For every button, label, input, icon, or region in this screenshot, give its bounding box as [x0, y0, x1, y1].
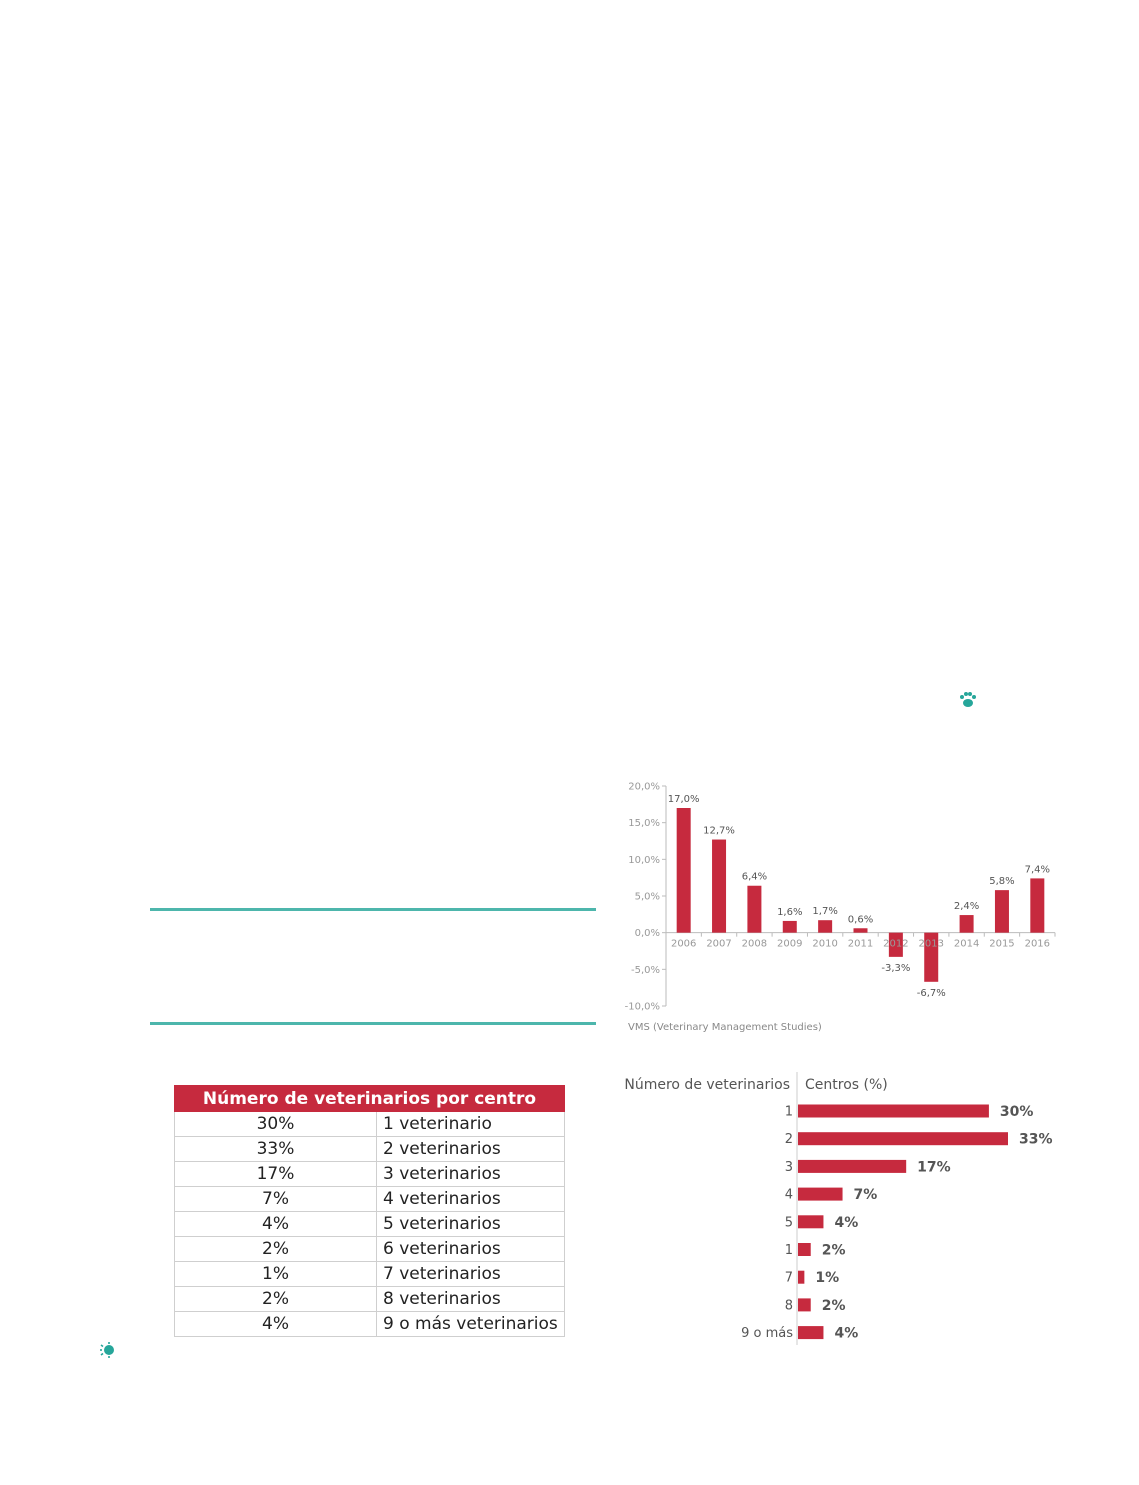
hbar-category: 9 o más	[741, 1326, 793, 1342]
divider-top	[150, 908, 596, 911]
hbar-data-label: 1%	[815, 1270, 840, 1287]
data-label: -6,7%	[916, 987, 946, 999]
data-label: 0,6%	[847, 914, 874, 926]
x-tick-label: 2007	[706, 938, 732, 950]
row-percent: 7%	[175, 1187, 377, 1212]
hbar-bar	[798, 1132, 1008, 1145]
hbar-category: 5	[784, 1215, 793, 1231]
bar-2008	[747, 886, 761, 933]
x-tick-label: 2006	[670, 938, 697, 950]
bar-2009	[783, 921, 797, 933]
hbar-category: 2	[784, 1132, 793, 1148]
y-tick-label: 10,0%	[628, 854, 660, 866]
lightbulb-icon	[98, 1341, 116, 1359]
row-label: 1 veterinario	[377, 1112, 565, 1137]
bar-2010	[818, 920, 832, 932]
hbar-data-label: 4%	[834, 1214, 859, 1231]
row-label: 2 veterinarios	[377, 1137, 565, 1162]
y-tick-label: 20,0%	[628, 781, 660, 793]
vets-per-center-table	[174, 1085, 565, 1337]
chart-source: VMS (Veterinary Management Studies)	[628, 1022, 822, 1033]
x-tick-label: 2012	[883, 938, 909, 950]
row-percent: 2%	[175, 1237, 377, 1262]
bar-2006	[677, 808, 691, 933]
hbar-bar	[798, 1298, 811, 1311]
y-tick-label: 0,0%	[634, 928, 660, 940]
divider-bottom	[150, 1022, 596, 1025]
y-tick-label: 15,0%	[628, 818, 660, 830]
hbar-category: 1	[784, 1104, 793, 1120]
col-header-centers: Centros (%)	[805, 1077, 888, 1093]
data-label: 5,8%	[989, 876, 1015, 888]
table-row	[175, 1112, 565, 1137]
bar-2011	[854, 928, 868, 932]
table-row	[175, 1162, 565, 1187]
data-label: 7,4%	[1024, 864, 1051, 876]
data-label: 6,4%	[741, 871, 768, 883]
row-percent: 17%	[175, 1162, 377, 1187]
hbar-bar	[798, 1326, 823, 1339]
table-row	[175, 1137, 565, 1162]
row-percent: 30%	[175, 1112, 377, 1137]
bar-2014	[960, 915, 974, 933]
row-label: 3 veterinarios	[377, 1162, 565, 1187]
row-label: 8 veterinarios	[377, 1287, 565, 1312]
table-row	[175, 1187, 565, 1212]
hbar-category: 4	[784, 1187, 793, 1203]
row-label: 7 veterinarios	[377, 1262, 565, 1287]
bar-2007	[712, 840, 726, 933]
growth-bar-chart	[600, 770, 1070, 1040]
x-tick-label: 2014	[953, 938, 980, 950]
hbar-bar	[798, 1160, 906, 1173]
hbar-bar	[798, 1188, 843, 1201]
x-tick-label: 2011	[847, 938, 874, 950]
hbar-data-label: 33%	[1019, 1131, 1053, 1148]
row-percent: 2%	[175, 1287, 377, 1312]
x-tick-label: 2015	[989, 938, 1015, 950]
hbar-bar	[798, 1271, 804, 1284]
hbar-data-label: 4%	[834, 1325, 859, 1342]
bar-2015	[995, 890, 1009, 933]
hbar-data-label: 7%	[853, 1187, 878, 1204]
bar-2016	[1030, 878, 1044, 932]
y-tick-label: -10,0%	[624, 1001, 660, 1013]
x-tick-label: 2009	[777, 938, 803, 950]
y-tick-label: 5,0%	[634, 891, 660, 903]
table-row	[175, 1212, 565, 1237]
row-label: 5 veterinarios	[377, 1212, 565, 1237]
data-label: 12,7%	[703, 825, 735, 837]
row-percent: 33%	[175, 1137, 377, 1162]
row-percent: 1%	[175, 1262, 377, 1287]
x-tick-label: 2010	[812, 938, 838, 950]
table-row	[175, 1237, 565, 1262]
hbar-category: 1	[784, 1243, 793, 1258]
data-label: 1,7%	[812, 906, 838, 918]
table-header: Número de veterinarios por centro	[175, 1086, 565, 1112]
hbar-category: 7	[784, 1270, 793, 1286]
col-header-vets: Número de veterinarios	[624, 1077, 790, 1093]
row-percent: 4%	[175, 1212, 377, 1237]
data-label: 1,6%	[777, 906, 803, 918]
hbar-category: 8	[784, 1298, 793, 1314]
row-label: 9 o más veterinarios	[377, 1312, 565, 1337]
hbar-bar	[798, 1215, 823, 1228]
hbar-data-label: 2%	[821, 1242, 846, 1259]
x-tick-label: 2013	[918, 938, 944, 950]
data-label: 17,0%	[667, 794, 700, 805]
row-label: 6 veterinarios	[377, 1237, 565, 1262]
hbar-category: 3	[784, 1159, 793, 1175]
centers-hbar-chart	[620, 1070, 1080, 1350]
x-tick-label: 2008	[741, 938, 768, 950]
x-tick-label: 2016	[1024, 938, 1051, 950]
hbar-bar	[798, 1105, 989, 1118]
hbar-data-label: 2%	[821, 1297, 846, 1314]
data-label: 2,4%	[953, 901, 980, 913]
hbar-data-label: 17%	[917, 1159, 951, 1176]
row-percent: 4%	[175, 1312, 377, 1337]
data-label: -3,3%	[881, 962, 911, 974]
row-label: 4 veterinarios	[377, 1187, 565, 1212]
y-tick-label: -5,0%	[630, 964, 660, 976]
paw-print-icon	[958, 690, 978, 710]
table-row	[175, 1287, 565, 1312]
hbar-data-label: 30%	[999, 1104, 1034, 1120]
table-row	[175, 1312, 565, 1337]
table-row	[175, 1262, 565, 1287]
hbar-bar	[798, 1243, 811, 1256]
